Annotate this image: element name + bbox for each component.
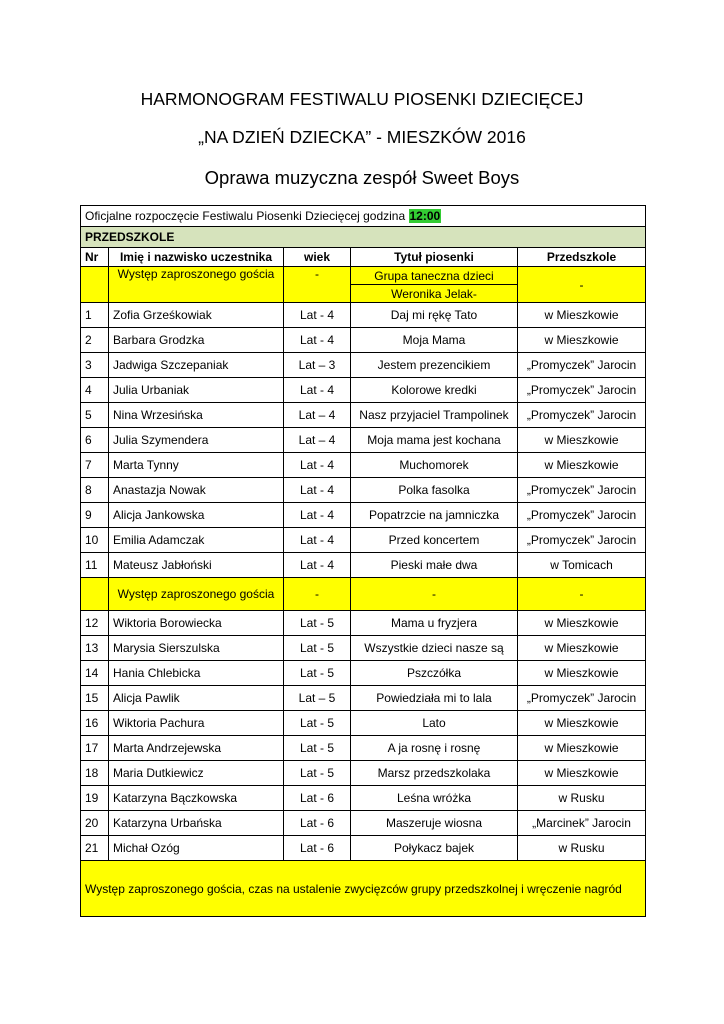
guest-age: - (284, 267, 351, 303)
school-name: w Mieszkowie (518, 761, 646, 786)
participant-nr: 7 (81, 453, 109, 478)
table-row (81, 453, 646, 478)
school-name: w Tomicach (518, 553, 646, 578)
participant-nr: 2 (81, 328, 109, 353)
participant-nr: 1 (81, 303, 109, 328)
col-header-song: Tytuł piosenki (351, 248, 518, 267)
participant-age: Lat - 4 (284, 303, 351, 328)
participant-nr: 17 (81, 736, 109, 761)
table-row (81, 428, 646, 453)
song-title: Przed koncertem (351, 528, 518, 553)
participant-name: Maria Dutkiewicz (109, 761, 284, 786)
song-title: Jestem prezencikiem (351, 353, 518, 378)
table-row (81, 478, 646, 503)
song-title: Maszeruje wiosna (351, 811, 518, 836)
guest-nr-cell (81, 267, 109, 303)
participant-name: Barbara Grodzka (109, 328, 284, 353)
schedule-table (80, 205, 646, 917)
song-title: Muchomorek (351, 453, 518, 478)
participant-name: Wiktoria Pachura (109, 711, 284, 736)
section-row (81, 227, 646, 248)
participant-age: Lat - 5 (284, 611, 351, 636)
participant-nr: 5 (81, 403, 109, 428)
song-title: Połykacz bajek (351, 836, 518, 861)
guest-song-line1: Grupa taneczna dzieci (351, 267, 518, 285)
school-name: w Mieszkowie (518, 636, 646, 661)
participant-nr: 10 (81, 528, 109, 553)
table-row (81, 378, 646, 403)
participant-nr: 14 (81, 661, 109, 686)
section-title: PRZEDSZKOLE (81, 227, 646, 248)
song-title: Powiedziała mi to lala (351, 686, 518, 711)
guest-song-line2: Weronika Jelak- (351, 285, 518, 303)
participant-age: Lat - 5 (284, 761, 351, 786)
participant-name: Marysia Sierszulska (109, 636, 284, 661)
table-row (81, 811, 646, 836)
participant-age: Lat - 4 (284, 328, 351, 353)
participant-age: Lat – 3 (284, 353, 351, 378)
song-title: Moja mama jest kochana (351, 428, 518, 453)
participant-nr: 16 (81, 711, 109, 736)
participant-age: Lat – 5 (284, 686, 351, 711)
table-row (81, 661, 646, 686)
participant-name: Jadwiga Szczepaniak (109, 353, 284, 378)
song-title: Pszczółka (351, 661, 518, 686)
song-title: Moja Mama (351, 328, 518, 353)
participant-age: Lat – 4 (284, 403, 351, 428)
participant-nr: 19 (81, 786, 109, 811)
participant-name: Alicja Pawlik (109, 686, 284, 711)
guest-name: Występ zaproszonego gościa (109, 267, 284, 303)
participant-age: Lat - 5 (284, 636, 351, 661)
school-name: „Promyczek” Jarocin (518, 478, 646, 503)
final-row (81, 861, 646, 917)
participant-name: Nina Wrzesińska (109, 403, 284, 428)
table-row (81, 328, 646, 353)
song-title: Polka fasolka (351, 478, 518, 503)
participant-age: Lat - 4 (284, 478, 351, 503)
participant-nr: 21 (81, 836, 109, 861)
school-name: w Rusku (518, 836, 646, 861)
participant-name: Marta Tynny (109, 453, 284, 478)
intro-row (81, 206, 646, 227)
participant-name: Julia Urbaniak (109, 378, 284, 403)
col-header-age: wiek (284, 248, 351, 267)
participant-nr: 4 (81, 378, 109, 403)
school-name: w Mieszkowie (518, 328, 646, 353)
participant-name: Julia Szymendera (109, 428, 284, 453)
participant-name: Emilia Adamczak (109, 528, 284, 553)
participant-name: Katarzyna Bączkowska (109, 786, 284, 811)
participant-nr: 9 (81, 503, 109, 528)
table-row (81, 303, 646, 328)
table-row (81, 403, 646, 428)
table-row (81, 711, 646, 736)
song-title: Pieski małe dwa (351, 553, 518, 578)
table-row (81, 736, 646, 761)
table-row (81, 353, 646, 378)
participant-name: Zofia Grześkowiak (109, 303, 284, 328)
school-name: w Mieszkowie (518, 453, 646, 478)
guest2-age: - (284, 578, 351, 611)
school-name: „Promyczek” Jarocin (518, 528, 646, 553)
song-title: Kolorowe kredki (351, 378, 518, 403)
school-name: „Promyczek” Jarocin (518, 403, 646, 428)
participant-name: Mateusz Jabłoński (109, 553, 284, 578)
table-row (81, 611, 646, 636)
guest2-school: - (518, 578, 646, 611)
participant-nr: 13 (81, 636, 109, 661)
song-title: A ja rosnę i rosnę (351, 736, 518, 761)
school-name: w Mieszkowie (518, 661, 646, 686)
song-title: Mama u fryzjera (351, 611, 518, 636)
start-time: 12:00 (409, 209, 441, 223)
music-credit: Oprawa muzyczna zespół Sweet Boys (204, 167, 520, 188)
table-row (81, 636, 646, 661)
event-subtitle: „NA DZIEŃ DZIECKA” - MIESZKÓW 2016 (198, 127, 526, 147)
guest2-name: Występ zaproszonego gościa (109, 578, 284, 611)
table-row (81, 528, 646, 553)
intro-text: Oficjalne rozpoczęcie Festiwalu Piosenki Dziecięcej godzina (85, 209, 406, 223)
col-header-name: Imię i nazwisko uczestnika (109, 248, 284, 267)
document-title: HARMONOGRAM FESTIWALU PIOSENKI DZIECIĘCEJ (140, 89, 584, 109)
participant-name: Wiktoria Borowiecka (109, 611, 284, 636)
school-name: w Mieszkowie (518, 711, 646, 736)
song-title: Marsz przedszkolaka (351, 761, 518, 786)
school-name: w Mieszkowie (518, 303, 646, 328)
guest2-nr-cell (81, 578, 109, 611)
participant-age: Lat - 5 (284, 711, 351, 736)
participant-nr: 20 (81, 811, 109, 836)
school-name: „Promyczek” Jarocin (518, 353, 646, 378)
participant-name: Hania Chlebicka (109, 661, 284, 686)
table-row (81, 786, 646, 811)
participant-nr: 6 (81, 428, 109, 453)
participant-name: Anastazja Nowak (109, 478, 284, 503)
participant-age: Lat - 4 (284, 378, 351, 403)
participant-name: Alicja Jankowska (109, 503, 284, 528)
participant-age: Lat - 4 (284, 528, 351, 553)
table-row (81, 553, 646, 578)
participant-name: Marta Andrzejewska (109, 736, 284, 761)
participant-nr: 3 (81, 353, 109, 378)
school-name: „Marcinek” Jarocin (518, 811, 646, 836)
guest-row-2 (81, 578, 646, 611)
school-name: w Mieszkowie (518, 611, 646, 636)
participant-nr: 12 (81, 611, 109, 636)
participant-age: Lat - 4 (284, 553, 351, 578)
participant-age: Lat - 5 (284, 736, 351, 761)
table-row (81, 686, 646, 711)
participant-age: Lat - 4 (284, 453, 351, 478)
song-title: Daj mi rękę Tato (351, 303, 518, 328)
final-text: Występ zaproszonego gościa, czas na ustalenie zwycięzców grupy przedszkolnej i wręczenie nagród (81, 861, 646, 917)
participant-nr: 11 (81, 553, 109, 578)
song-title: Wszystkie dzieci nasze są (351, 636, 518, 661)
participant-age: Lat - 6 (284, 786, 351, 811)
guest2-song: - (351, 578, 518, 611)
participant-name: Katarzyna Urbańska (109, 811, 284, 836)
participant-name: Michał Ozóg (109, 836, 284, 861)
participant-nr: 18 (81, 761, 109, 786)
school-name: w Mieszkowie (518, 428, 646, 453)
song-title: Nasz przyjaciel Trampolinek (351, 403, 518, 428)
school-name: w Rusku (518, 786, 646, 811)
col-header-nr: Nr (81, 248, 109, 267)
school-name: „Promyczek” Jarocin (518, 686, 646, 711)
school-name: w Mieszkowie (518, 736, 646, 761)
participant-age: Lat - 5 (284, 661, 351, 686)
table-row (81, 503, 646, 528)
participant-age: Lat - 6 (284, 811, 351, 836)
song-title: Lato (351, 711, 518, 736)
intro-cell (81, 206, 646, 227)
table-row (81, 761, 646, 786)
table-row (81, 836, 646, 861)
guest-school: - (518, 267, 646, 303)
song-title: Popatrzcie na jamniczka (351, 503, 518, 528)
participant-age: Lat - 4 (284, 503, 351, 528)
participant-age: Lat – 4 (284, 428, 351, 453)
col-header-school: Przedszkole (518, 248, 646, 267)
participant-nr: 15 (81, 686, 109, 711)
school-name: „Promyczek” Jarocin (518, 378, 646, 403)
participant-age: Lat - 6 (284, 836, 351, 861)
participant-nr: 8 (81, 478, 109, 503)
header-row (81, 248, 646, 267)
school-name: „Promyczek” Jarocin (518, 503, 646, 528)
song-title: Leśna wróżka (351, 786, 518, 811)
guest-row (81, 267, 646, 285)
